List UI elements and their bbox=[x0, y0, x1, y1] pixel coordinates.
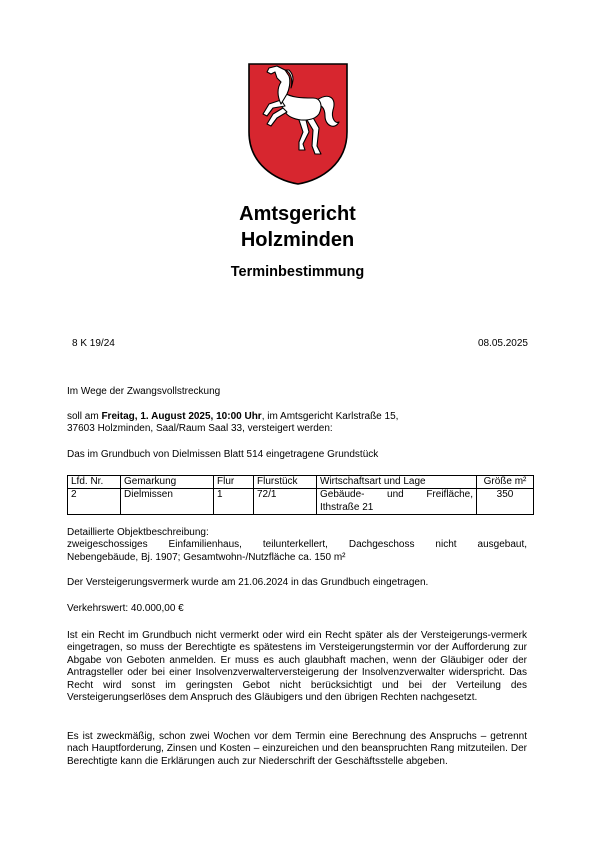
intro-text: Im Wege der Zwangsvollstreckung bbox=[67, 386, 221, 397]
col-header-gemarkung: Gemarkung bbox=[121, 476, 214, 489]
cell-lage-line2: Ithstraße 21 bbox=[320, 501, 374, 513]
market-value: Verkehrswert: 40.000,00 € bbox=[67, 603, 184, 614]
description-line2: Nebengebäude, Bj. 1907; Gesamtwohn-/Nutzfläche ca. 150 m² bbox=[67, 551, 346, 563]
court-name-line2: Holzminden bbox=[240, 229, 355, 251]
document-title: Terminbestimmung bbox=[230, 264, 365, 280]
rights-paragraph: Ist ein Recht im Grundbuch nicht vermerkt oder wird ein Recht später als der Versteigerungs-vermerk eingetragen, so muss der Berechtigte es spätestens im Versteigerungstermin vor der Aufforderung zur Abgabe von Geboten anmelden. Er muss es auch glaubhaft machen, wenn der Gläubiger oder der Antragsteller oder bei einer Insolvenzverwalterversteigerung der Insolvenzverwalter widerspricht. Das Recht wird sonst im geringsten Gebot nicht berücksichtigt und bei der Verteilung des Versteigerungserlöses dem Anspruch des Gläubigers und den übrigen Rechten nachgesetzt. bbox=[67, 630, 527, 704]
claims-paragraph: Es ist zweckmäßig, schon zwei Wochen vor dem Termin eine Berechnung des Anspruchs – getrennt nach Hauptforderung, Zinsen und Kosten – einzureichen und den beanspruchten Rang mitzuteilen. Der Berechtigte kann die Erklärungen auch zur Niederschrift der Geschäftsstelle abgeben. bbox=[67, 731, 527, 767]
cell-lage bbox=[317, 489, 477, 515]
cell-flur: 1 bbox=[214, 489, 254, 515]
description-line1: zweigeschossiges Einfamilienhaus, teilunterkellert, Dachgeschoss nicht ausgebaut, bbox=[67, 539, 527, 551]
cell-groesse: 350 bbox=[477, 489, 534, 515]
col-header-lage: Wirtschaftsart und Lage bbox=[317, 476, 477, 489]
table-row bbox=[68, 489, 534, 515]
auction-location: , im Amtsgericht Karlstraße 15, bbox=[261, 411, 399, 422]
col-header-lfd-nr: Lfd. Nr. bbox=[68, 476, 121, 489]
document-date: 08.05.2025 bbox=[477, 338, 528, 349]
cell-lfd-nr: 2 bbox=[68, 489, 121, 515]
object-description bbox=[67, 527, 527, 564]
auction-room: 37603 Holzminden, Saal/Raum Saal 33, versteigert werden: bbox=[67, 423, 333, 435]
description-label: Detaillierte Objektbeschreibung: bbox=[67, 527, 209, 538]
case-number: 8 K 19/24 bbox=[72, 338, 115, 349]
table-header-row bbox=[68, 476, 534, 489]
cell-lage-line1: Gebäude- und Freifläche, bbox=[320, 489, 473, 501]
property-table bbox=[67, 475, 534, 515]
registration-note: Der Versteigerungsvermerk wurde am 21.06.2024 in das Grundbuch eingetragen. bbox=[67, 577, 429, 588]
auction-statement bbox=[67, 411, 527, 436]
auction-prefix: soll am bbox=[67, 411, 102, 422]
col-header-flur: Flur bbox=[214, 476, 254, 489]
court-name-line1: Amtsgericht bbox=[239, 203, 356, 225]
col-header-groesse: Größe m² bbox=[477, 476, 534, 489]
cell-gemarkung: Dielmissen bbox=[121, 489, 214, 515]
property-intro: Das im Grundbuch von Dielmissen Blatt 514 eingetragene Grundstück bbox=[67, 449, 379, 460]
cell-flurstueck: 72/1 bbox=[254, 489, 317, 515]
col-header-flurstueck: Flurstück bbox=[254, 476, 317, 489]
auction-date: Freitag, 1. August 2025, 10:00 Uhr bbox=[101, 411, 262, 422]
coat-of-arms bbox=[247, 62, 349, 186]
